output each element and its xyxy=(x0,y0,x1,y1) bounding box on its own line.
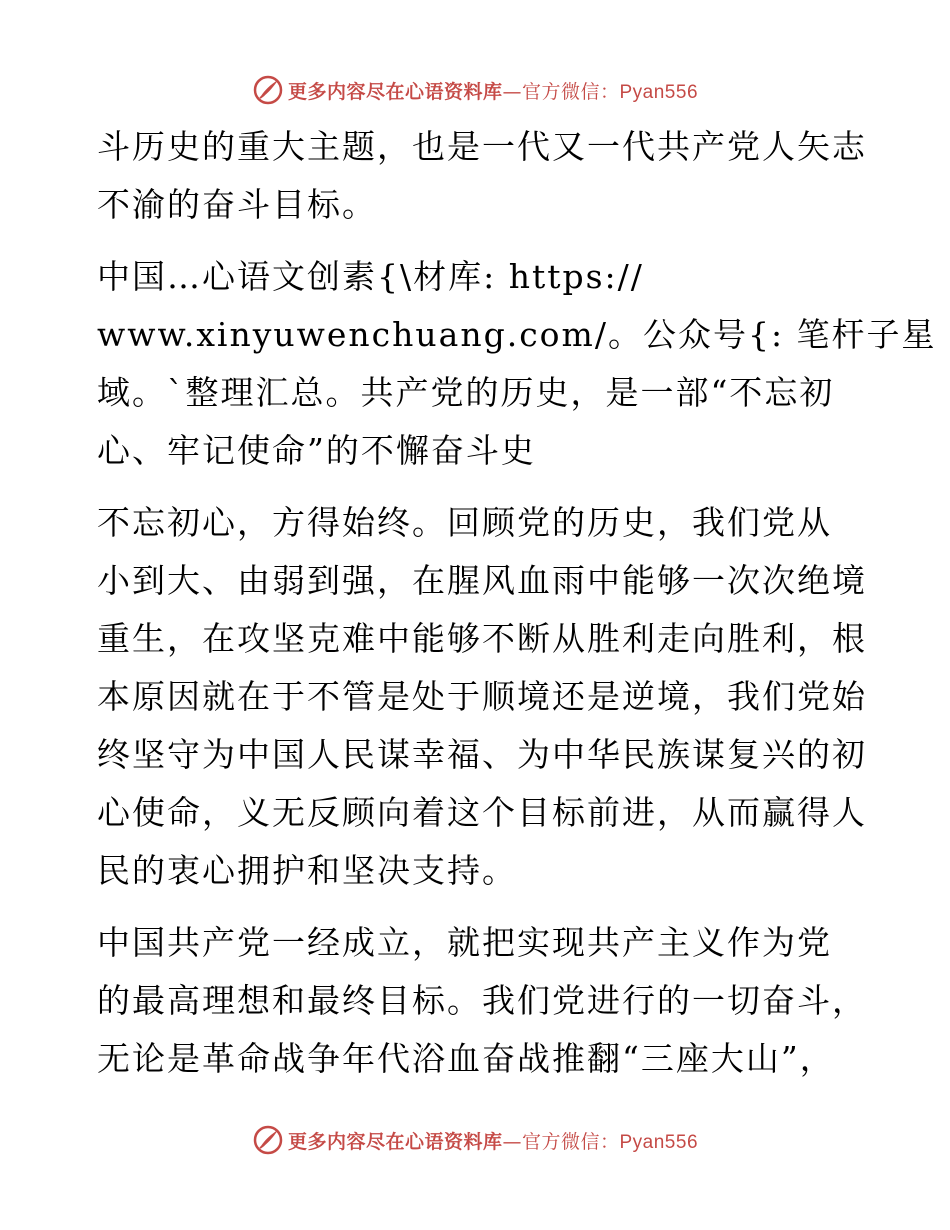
header-account-label: 官方微信： xyxy=(521,80,620,103)
footer-site-text: 更多内容尽在心语资料库 xyxy=(287,1130,503,1153)
text-line: 中国共产党一经成立，就把实现共产主义作为党 xyxy=(97,923,832,962)
header-account-name: Pyan556 xyxy=(619,81,699,103)
text-line: 心、牢记使命”的不懈奋斗史 xyxy=(97,431,536,470)
text-line: 无论是革命战争年代浴血奋战推翻“三座大山”， xyxy=(97,1039,835,1078)
paragraph-4 xyxy=(97,914,867,1088)
text-line: 斗历史的重大主题，也是一代又一代共产党人矢志 xyxy=(97,127,867,166)
footer-dash: — xyxy=(502,1130,522,1153)
text-line: 的最高理想和最终目标。我们党进行的一切奋斗， xyxy=(97,981,867,1020)
quill-pen-logo-icon xyxy=(252,1124,284,1156)
text-line: 不渝的奋斗目标。 xyxy=(97,185,377,224)
text-line: 本原因就在于不管是处于顺境还是逆境，我们党始 xyxy=(97,677,867,716)
text-line: 域。`整理汇总。共产党的历史，是一部“不忘初 xyxy=(97,373,835,412)
text-line: 中国…心语文创素{\材库: https:// xyxy=(97,257,644,296)
header-site-text: 更多内容尽在心语资料库 xyxy=(287,80,503,103)
text-line: 不忘初心，方得始终。回顾党的历史，我们党从 xyxy=(97,503,832,542)
footer-account-label: 官方微信： xyxy=(521,1130,620,1153)
text-line: 民的衷心拥护和坚决支持。 xyxy=(97,851,517,890)
paragraph-3 xyxy=(97,494,867,900)
footer-banner xyxy=(0,1120,950,1160)
footer-account-name: Pyan556 xyxy=(619,1131,699,1153)
document-body xyxy=(97,118,937,1102)
paragraph-2 xyxy=(97,248,937,480)
text-line: 小到大、由弱到强，在腥风血雨中能够一次次绝境 xyxy=(97,561,867,600)
header-banner-text xyxy=(288,77,698,104)
header-dash: — xyxy=(502,80,522,103)
text-line: 终坚守为中国人民谋幸福、为中华民族谋复兴的初 xyxy=(97,735,867,774)
paragraph-1 xyxy=(97,118,867,234)
text-line: www.xinyuwenchuang.com/。公众号{: 笔杆子星 xyxy=(97,315,937,354)
text-line: 重生，在攻坚克难中能够不断从胜利走向胜利，根 xyxy=(97,619,867,658)
footer-banner-text xyxy=(288,1127,698,1154)
header-banner xyxy=(0,70,950,110)
quill-pen-logo-icon xyxy=(252,74,284,106)
text-line: 心使命，义无反顾向着这个目标前进，从而赢得人 xyxy=(97,793,867,832)
